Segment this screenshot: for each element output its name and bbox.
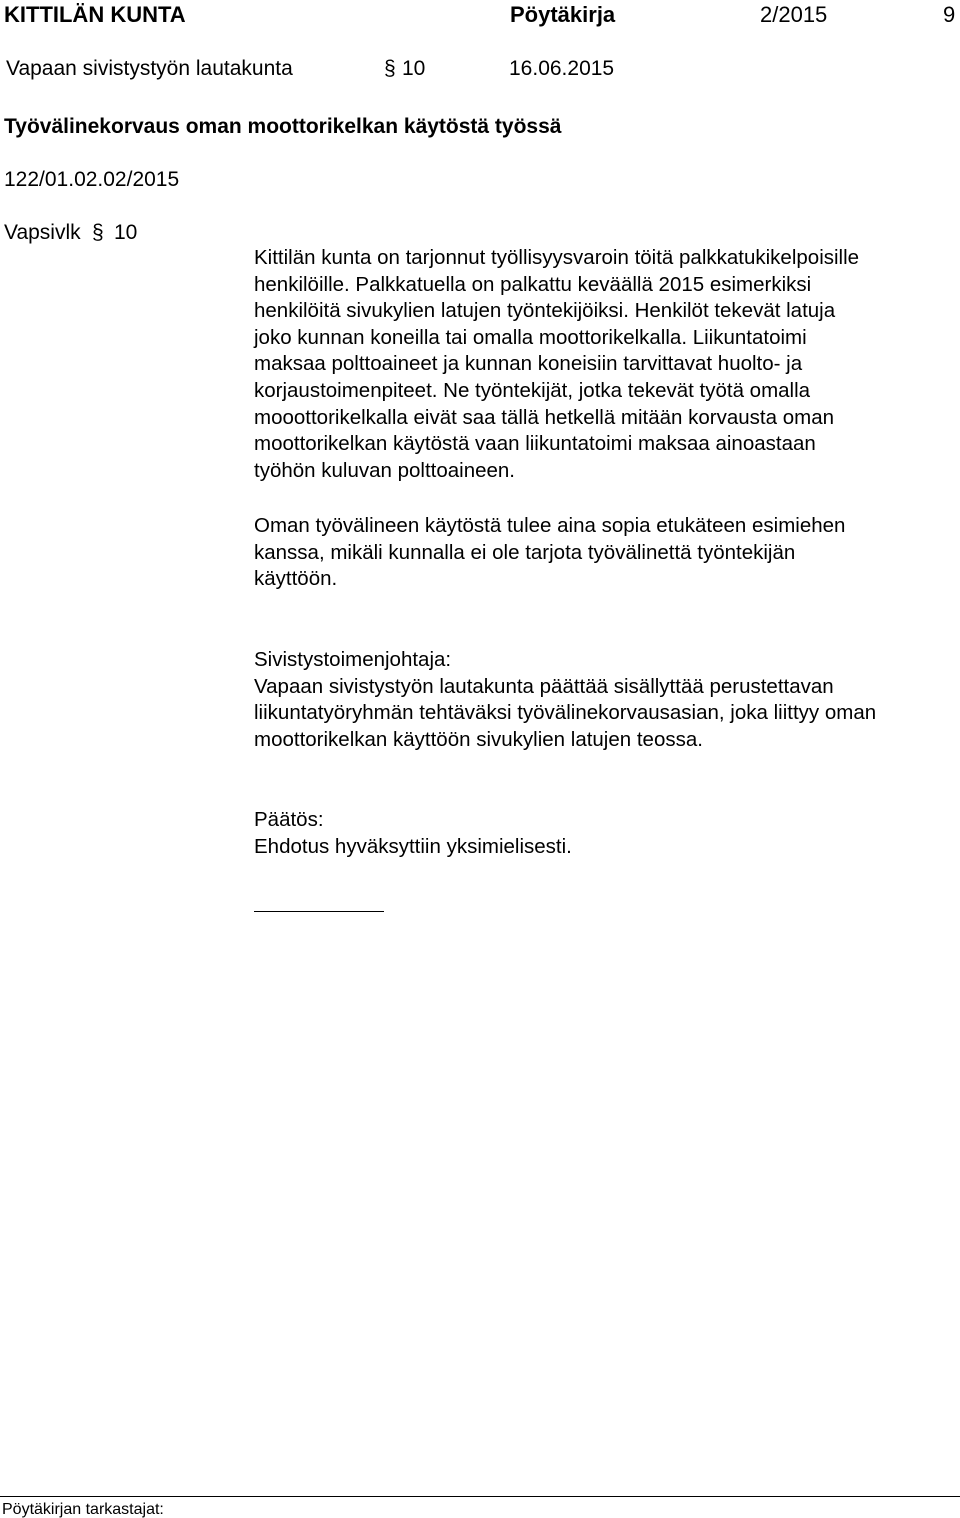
page-number: 9 [943, 2, 956, 27]
paragraph-line: joko kunnan koneilla tai omalla moottorikelkalla. Liikuntatoimi [254, 325, 807, 349]
paragraph-line: kanssa, mikäli kunnalla ei ole tarjota työvälinettä työntekijän [254, 540, 796, 564]
paragraph-line: korjaustoimenpiteet. Ne työntekijät, jotka tekevät työtä omalla [254, 378, 811, 402]
proposal-section [254, 647, 954, 753]
reference-label: Vapsivlk [4, 221, 81, 244]
proposal-line: liikuntatyöryhmän tehtäväksi työvälinekorvausasian, joka liittyy oman [254, 701, 877, 725]
municipality-name: KITTILÄN KUNTA [4, 2, 186, 27]
reference-section-sign: § [92, 221, 104, 244]
background-paragraph [254, 245, 954, 484]
item-title: Työvälinekorvaus oman moottorikelkan käytöstä työssä [4, 115, 562, 138]
document-number: 2/2015 [760, 2, 828, 27]
paragraph-line: Oman työvälineen käytöstä tulee aina sopia etukäteen esimiehen [254, 514, 846, 537]
meeting-date: 16.06.2015 [509, 57, 615, 80]
signature-line [254, 911, 384, 912]
paragraph-line: työhön kuluvan polttoaineen. [254, 458, 516, 482]
document-type: Pöytäkirja [510, 2, 616, 27]
reference-number: 10 [114, 221, 138, 244]
proposal-line: moottorikelkan käyttöön sivukylien latujen teossa. [254, 727, 703, 751]
proposal-label: Sivistystoimenjohtaja: [254, 648, 452, 671]
paragraph-line: henkilöitä sivukylien latujen työntekijöiksi. Henkilöt tekevät latuja [254, 299, 836, 323]
section-sign: § [384, 57, 396, 80]
record-id: 122/01.02.02/2015 [4, 168, 180, 191]
decision-text: Ehdotus hyväksyttiin yksimielisesti. [254, 834, 572, 858]
paragraph-line: käyttöön. [254, 567, 338, 591]
paragraph-line: Kittilän kunta on tarjonnut työllisyysvaroin töitä palkkatukikelpoisille [254, 246, 860, 269]
footer-rule [0, 1496, 960, 1497]
meeting-number: 10 [402, 57, 426, 80]
proposal-line: Vapaan sivistystyön lautakunta päättää sisällyttää perustettavan [254, 674, 834, 698]
guidance-paragraph [254, 513, 954, 593]
footer-label: Pöytäkirjan tarkastajat: [2, 1501, 164, 1518]
paragraph-line: maksaa polttoaineet ja kunnan koneisiin tarvittavat huolto- ja [254, 352, 803, 376]
paragraph-line: mooottorikelkalla eivät saa tällä hetkellä mitään korvausta oman [254, 405, 834, 429]
decision-section [254, 807, 954, 860]
paragraph-line: moottorikelkan käytöstä vaan liikuntatoimi maksaa ainoastaan [254, 432, 816, 456]
committee-name: Vapaan sivistystyön lautakunta [6, 57, 293, 80]
paragraph-line: henkilöille. Palkkatuella on palkattu keväällä 2015 esimerkiksi [254, 272, 812, 296]
decision-label: Päätös: [254, 808, 324, 831]
